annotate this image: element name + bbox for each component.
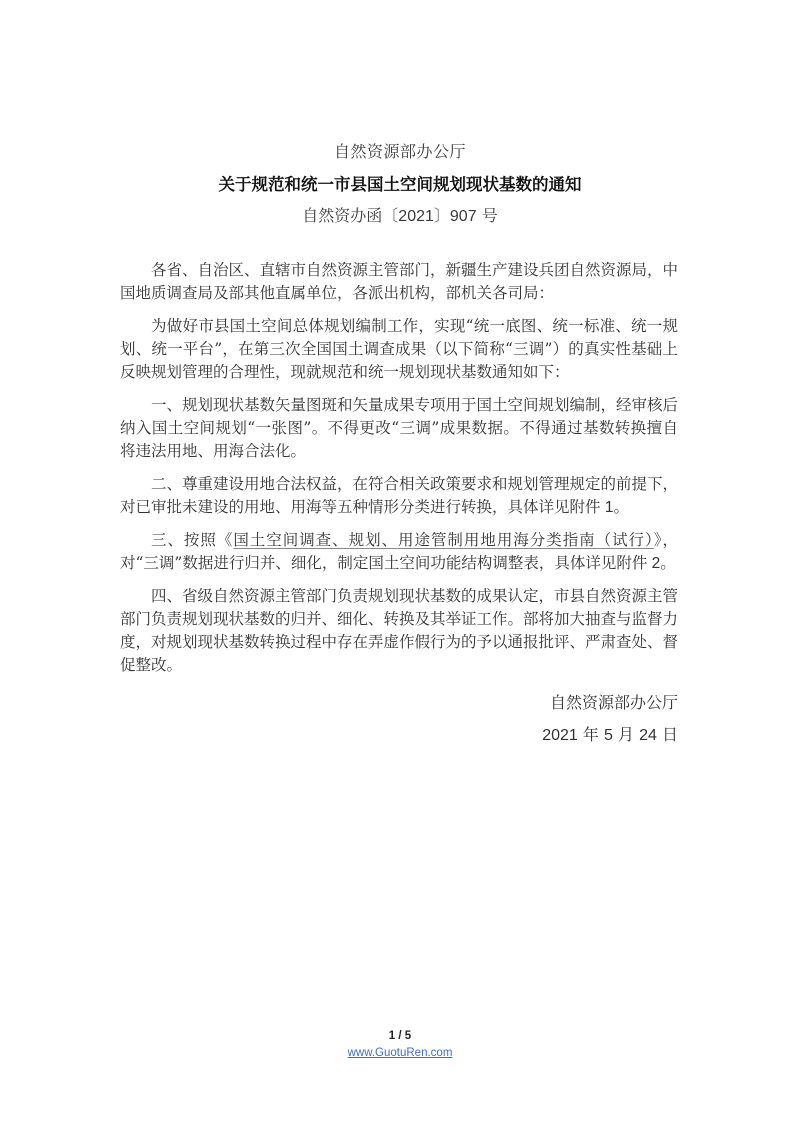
- signature-org: 自然资源部办公厅: [549, 693, 678, 712]
- page-indicator: 1 / 5: [388, 1030, 412, 1042]
- doc-number-mid: 〕: [433, 206, 450, 225]
- classification-guide-link[interactable]: 国土空间调查、规划、用途管制用地用海分类指南（试行）: [233, 531, 654, 549]
- item-4-paragraph: 四、省级自然资源主管部门负责规划现状基数的成果认定，市县自然资源主管部门负责规划现状基数的归并、细化、转换及其举证工作。部将加大抽查与监督力度，对规划现状基数转换过程中存在弄虚作假行为的予以通报批评、严肃查处、督促整改。: [120, 587, 679, 674]
- item-2-end: 。: [613, 498, 629, 516]
- item-2-paragraph: [120, 473, 678, 519]
- date-year: 2021: [542, 727, 578, 744]
- item-3-post: 》，对“三调”数据进行归并、细化，制定国土空间功能结构调整表，具体详见附件: [120, 531, 678, 572]
- date-month: 5: [604, 727, 613, 744]
- date-day-unit: 日: [656, 725, 678, 744]
- issuer-heading: 自然资源部办公厅: [333, 142, 466, 161]
- item-3-paragraph: [120, 529, 678, 575]
- website-link-text[interactable]: www.GuotuRen.com: [347, 1047, 453, 1059]
- item-2-text: 二、尊重建设用地合法权益，在符合相关政策要求和规划管理规定的前提下，对已审批未建设的用地、用海等五种情形分类进行转换，具体详见附件: [120, 475, 679, 516]
- doc-number-prefix: 自然资办函〔: [302, 206, 399, 225]
- doc-number-suffix: 号: [476, 206, 498, 225]
- item-3-end: 。: [660, 554, 676, 572]
- item-3-pre: 三、按照《: [151, 531, 234, 549]
- website-link: [0, 1047, 800, 1059]
- item-1-paragraph: 一、规划现状基数矢量图斑和矢量成果专项用于国土空间规划编制，经审核后纳入国土空间规划“一张图”。不得更改“三调”成果数据。不得通过基数转换擅自将违法用地、用海合法化。: [120, 396, 679, 460]
- document-title: 关于规范和统一市县国土空间规划现状基数的通知: [218, 175, 582, 194]
- document-number: [0, 203, 800, 226]
- attachment-1-ref: 1: [600, 499, 614, 516]
- doc-number-num: 907: [449, 208, 477, 225]
- date-day: 24: [639, 727, 657, 744]
- document-body: [120, 259, 678, 687]
- date-month-unit: 月: [612, 725, 640, 744]
- signature-date: [542, 722, 678, 745]
- intro-paragraph: 为做好市县国土空间总体规划编制工作，实现“统一底图、统一标准、统一规划、统一平台”，在第三次全国国土调查成果（以下简称“三调”）的真实性基础上反映规划管理的合理性，现就规范和统一规划现状基数通知如下：: [120, 317, 678, 381]
- attachment-2-ref: 2: [647, 555, 661, 572]
- doc-number-year: 2021: [398, 208, 434, 225]
- salutation-paragraph: 各省、自治区、直辖市自然资源主管部门，新疆生产建设兵团自然资源局，中国地质调查局及部其他直属单位，各派出机构，部机关各司局：: [120, 261, 679, 302]
- date-year-unit: 年: [577, 725, 605, 744]
